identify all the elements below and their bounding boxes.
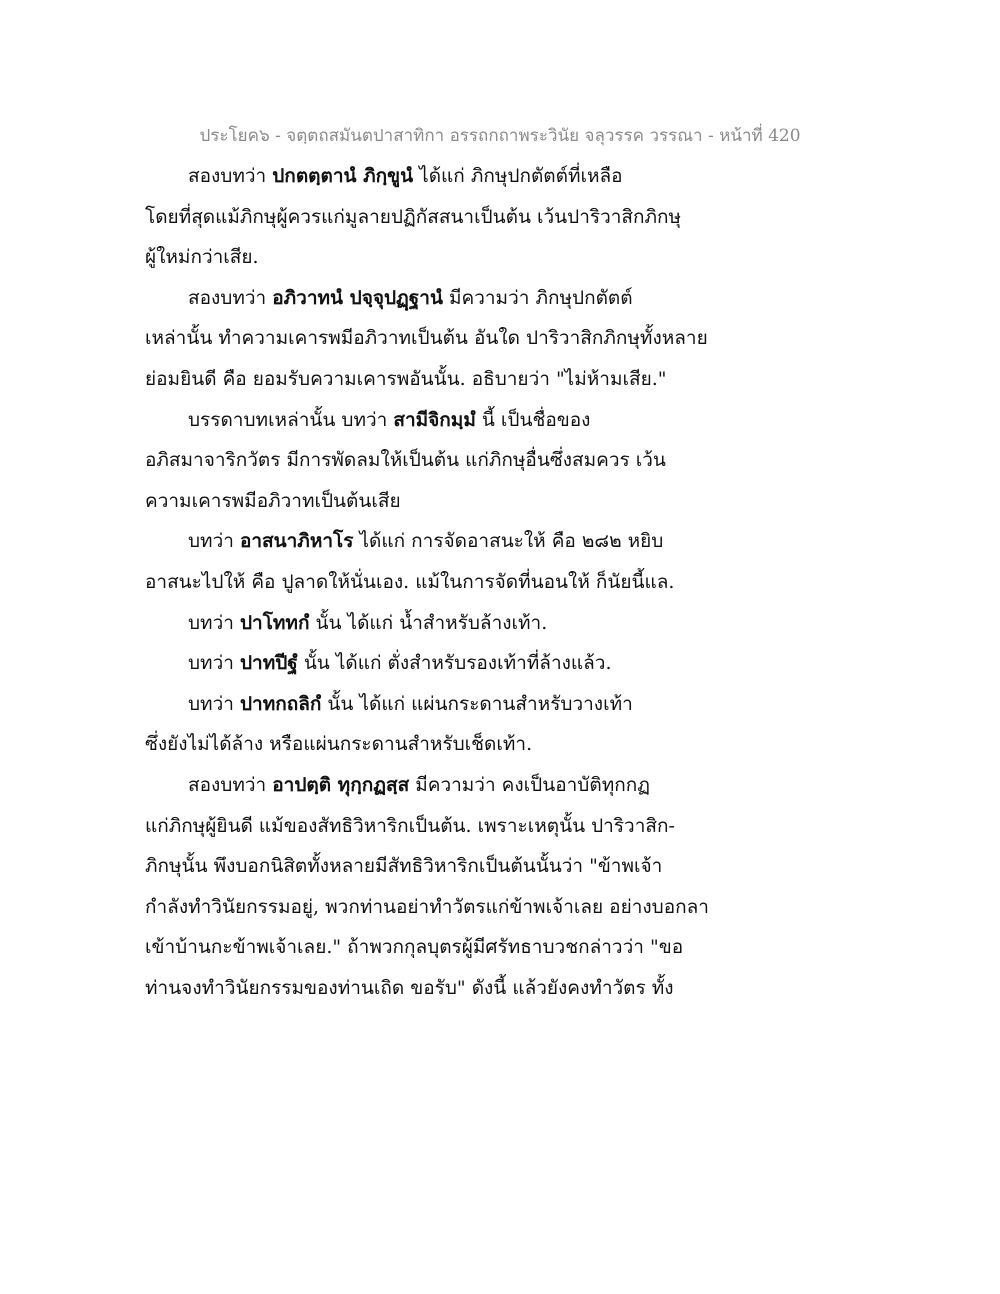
text-segment: โดยที่สุดแม้ภิกษุผู้ควรแก่มูลายปฏิกัสสนาเป็นต้น เว้นปาริวาสิกภิกษุ [145,205,682,228]
text-segment: ได้แก่ ภิกษุปกตัตต์ที่เหลือ [413,165,623,187]
text-line [145,278,865,319]
text-segment: มีความว่า ภิกษุปกตัตต์ [442,286,633,309]
text-line [145,684,865,725]
text-segment: สองบทว่า [188,286,273,309]
text-segment: บทว่า [188,652,240,675]
text-line [145,927,865,968]
text-line [145,197,865,238]
bold-term: ปาโททกํ [239,611,310,634]
text-line [145,887,865,928]
text-line [145,318,865,359]
text-segment: นั้น ได้แก่ แผ่นกระดานสำหรับวางเท้า [321,692,633,715]
text-line [145,400,865,441]
bold-term: สามีจิกมฺมํ [393,408,476,431]
text-segment: กำลังทำวินัยกรรมอยู่, พวกท่านอย่าทำวัตรแก่ข้าพเจ้าเลย อย่างบอกลา [145,895,709,918]
text-line [145,643,865,684]
text-segment: ซึ่งยังไม่ได้ล้าง หรือแผ่นกระดานสำหรับเช็ดเท้า. [145,733,533,756]
text-segment: ได้แก่ การจัดอาสนะให้ คือ ๒๘๒ หยิบ [353,530,664,553]
text-segment: สองบทว่า [188,165,273,187]
text-segment: มีความว่า คงเป็นอาบัติทุกกฏ [409,773,650,796]
text-line [145,968,865,1009]
bold-term: ปกตตฺตานํ ภิกฺขูนํ [272,165,414,187]
text-segment: ท่านจงทำวินัยกรรมของท่านเถิด ขอรับ" ดังนี้ แล้วยังคงทำวัตร ทั้ง [145,976,674,999]
text-segment: ผู้ใหม่กว่าเสีย. [145,246,259,269]
text-segment: ภิกษุนั้น พึงบอกนิสิตทั้งหลายมีสัทธิวิหาริกเป็นต้นนั้นว่า "ข้าพเจ้า [145,855,663,878]
page-header: ประโยค๖ - จตฺตถสมันตปาสาทิกา อรรถกถาพระวินัย จลุวรรค วรรณา - หน้าที่ 420 [199,126,801,146]
bold-term: อภิวาทนํ ปจฺจุปฏฺฐานํ [272,286,443,309]
text-line [145,806,865,847]
text-segment: อาสนะไปให้ คือ ปูลาดให้นั่นเอง. แม้ในการจัดที่นอนให้ ก็นัยนี้แล. [145,570,675,593]
text-segment: ความเคารพมีอภิวาทเป็นต้นเสีย [145,489,401,512]
text-segment: บทว่า [188,611,240,634]
bold-term: ปาทกถลิกํ [239,692,322,715]
text-segment: นั้น ได้แก่ ตั่งสำหรับรองเท้าที่ล้างแล้ว. [297,652,612,675]
bold-term: ปาทปีฐํ [239,652,298,675]
text-line [145,724,865,765]
text-line [145,440,865,481]
text-segment: อภิสมาจาริกวัตร มีการพัดลมให้เป็นต้น แก่ภิกษุอื่นซึ่งสมควร เว้น [145,449,666,472]
text-line [145,846,865,887]
document-body [145,156,865,1008]
text-segment: ย่อมยินดี คือ ยอมรับความเคารพอันนั้น. อธิบายว่า "ไม่ห้ามเสีย." [145,367,667,390]
text-segment: นั้น ได้แก่ น้ำสำหรับล้างเท้า. [309,611,548,634]
bold-term: อาสนาภิหาโร [239,530,354,553]
text-segment: เหล่านั้น ทำความเคารพมีอภิวาทเป็นต้น อันใด ปาริวาสิกภิกษุทั้งหลาย [145,327,708,350]
text-segment: นี้ เป็นชื่อของ [475,408,591,431]
text-line [145,481,865,522]
text-segment: แก่ภิกษุผู้ยินดี แม้ของสัทธิวิหาริกเป็นต้น. เพราะเหตุนั้น ปาริวาสิก- [145,814,675,837]
text-segment: บทว่า [188,692,240,715]
text-line [145,562,865,603]
text-segment: เข้าบ้านกะข้าพเจ้าเลย." ถ้าพวกกุลบุตรผู้มีศรัทธาบวชกล่าวว่า "ขอ [145,936,684,959]
text-segment: สองบทว่า [188,773,273,796]
text-line [145,156,865,197]
text-line [145,237,865,278]
text-line [145,359,865,400]
text-line [145,765,865,806]
text-segment: บรรดาบทเหล่านั้น บทว่า [188,408,394,431]
bold-term: อาปตฺติ ทุกฺกฏสฺส [272,773,410,796]
text-line [145,521,865,562]
text-line [145,603,865,644]
text-segment: บทว่า [188,530,240,553]
